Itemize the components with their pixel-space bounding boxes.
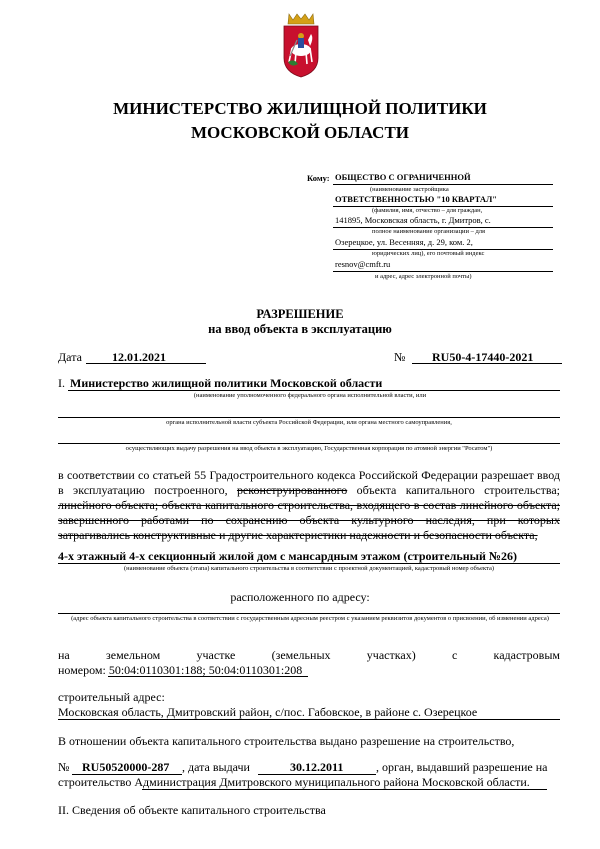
- permit-date-value: 30.12.2011: [290, 760, 344, 774]
- date-label: Дата: [58, 350, 82, 364]
- paragraph-part2: объекта капитального строительства;: [347, 483, 560, 497]
- permit-intro: В отношении объекта капитального строительства выдано разрешение на строительство,: [58, 734, 515, 748]
- date-value: 12.01.2021: [112, 350, 166, 364]
- addressee-hint1: (наименование застройщика: [370, 186, 449, 193]
- addressee-name1: ОБЩЕСТВО С ОГРАНИЧЕННОЙ: [335, 172, 471, 182]
- number-value: RU50-4-17440-2021: [432, 350, 534, 364]
- authority-hint-b: органа исполнительной власти субъекта Российской Федерации, или органа местного самоуправления,: [166, 419, 452, 426]
- land-word5: участках): [366, 648, 416, 662]
- permit-no-value: RU50520000-287: [82, 760, 170, 774]
- land-word4: (земельных: [271, 648, 331, 662]
- addressee-hint5: и адрес, адрес электронной почты): [375, 273, 472, 280]
- addressee-hint3: полное наименование организации – для: [372, 228, 486, 235]
- document-title: РАЗРЕШЕНИЕ: [256, 307, 344, 321]
- addressee-email: resnov@cmft.ru: [335, 259, 391, 269]
- object-hint: (наименование объекта (этапа) капитального строительства в соответствии с проектной документацией, кадастровый номер объекта): [124, 565, 494, 572]
- land-word1: на: [58, 648, 70, 662]
- land-word3: участке: [196, 648, 236, 662]
- authority-hint-a: (наименование уполномоченного федерального органа исполнительной власти, или: [193, 392, 427, 399]
- permit-organ-value: Администрация Дмитровского муниципального района Московской области.: [134, 775, 530, 789]
- object-name: 4-х этажный 4-х секционный жилой дом с мансардным этажом (строительный №26): [58, 549, 517, 563]
- authority-name: Министерство жилищной политики Московской области: [70, 376, 383, 390]
- build-address-value: Московская область, Дмитровский район, с/пос. Габовское, в районе с. Озерецкое: [58, 705, 478, 719]
- paragraph-strike2: линейного объекта; объекта капитального строительства, входящего в состав линейного объекта; завершенного работами по сохранению объекта культурного наследия, при которых затрагивались конструктивные и другие характеристики надежности и безопасности объекта,: [58, 498, 560, 542]
- addressee-name2: ОТВЕТСТВЕННОСТЬЮ "10 КВАРТАЛ": [335, 194, 498, 204]
- coat-of-arms-icon: [280, 12, 322, 78]
- permit-no-label: №: [58, 760, 70, 774]
- section2-title: II. Сведения об объекте капитального строительства: [58, 803, 326, 817]
- land-line1: [58, 648, 560, 663]
- number-label: №: [394, 350, 406, 364]
- land-word6: с: [451, 648, 458, 662]
- paragraph-strike1: реконструированного: [236, 483, 348, 497]
- permit-organ-label: , орган, выдавший разрешение на: [376, 760, 548, 774]
- address-hint: (адрес объекта капитального строительства в соответствии с государственным адресным реестром с указанием реквизитов документов о присвоении, об изменении адреса): [71, 615, 549, 622]
- located-label: расположенного по адресу:: [230, 590, 370, 604]
- addressee-address1: 141895, Московская область, г. Дмитров, с.: [335, 215, 491, 225]
- paragraph-part1: в соответствии со статьей 55 Градостроительного кодекса Российской Федерации разрешает ввод в эксплуатацию построенного,: [58, 468, 560, 497]
- permit-paragraph: [58, 468, 560, 543]
- permit-organ-prefix: строительство: [58, 775, 135, 789]
- permit-date-label: , дата выдачи: [182, 760, 250, 774]
- build-address-label: строительный адрес:: [58, 690, 165, 704]
- land-word7: кадастровым: [493, 648, 560, 662]
- addressee-hint4: юридических лиц), его почтовый индекс: [372, 250, 485, 257]
- addressee-label: Кому:: [307, 173, 330, 183]
- addressee-address2: Озерецкое, ул. Весенняя, д. 29, ком. 2,: [335, 237, 473, 247]
- document-subtitle: на ввод объекта в эксплуатацию: [208, 322, 392, 336]
- ministry-title-line2: МОСКОВСКОЙ ОБЛАСТИ: [190, 123, 410, 142]
- addressee-hint2: (фамилия, имя, отчество – для граждан,: [372, 207, 483, 214]
- land-word2: земельном: [106, 648, 161, 662]
- section1-prefix: I.: [58, 376, 65, 390]
- ministry-title-line1: МИНИСТЕРСТВО ЖИЛИЩНОЙ ПОЛИТИКИ: [113, 99, 487, 118]
- cadastral-numbers: номером: 50:04:0110301:188; 50:04:0110301:208: [58, 663, 303, 677]
- authority-hint-c: осуществляющих выдачу разрешения на ввод объекта в эксплуатацию, Государственная корпорация по атомной энергии "Росатом"): [125, 445, 493, 452]
- permit-organ-line: [58, 775, 530, 790]
